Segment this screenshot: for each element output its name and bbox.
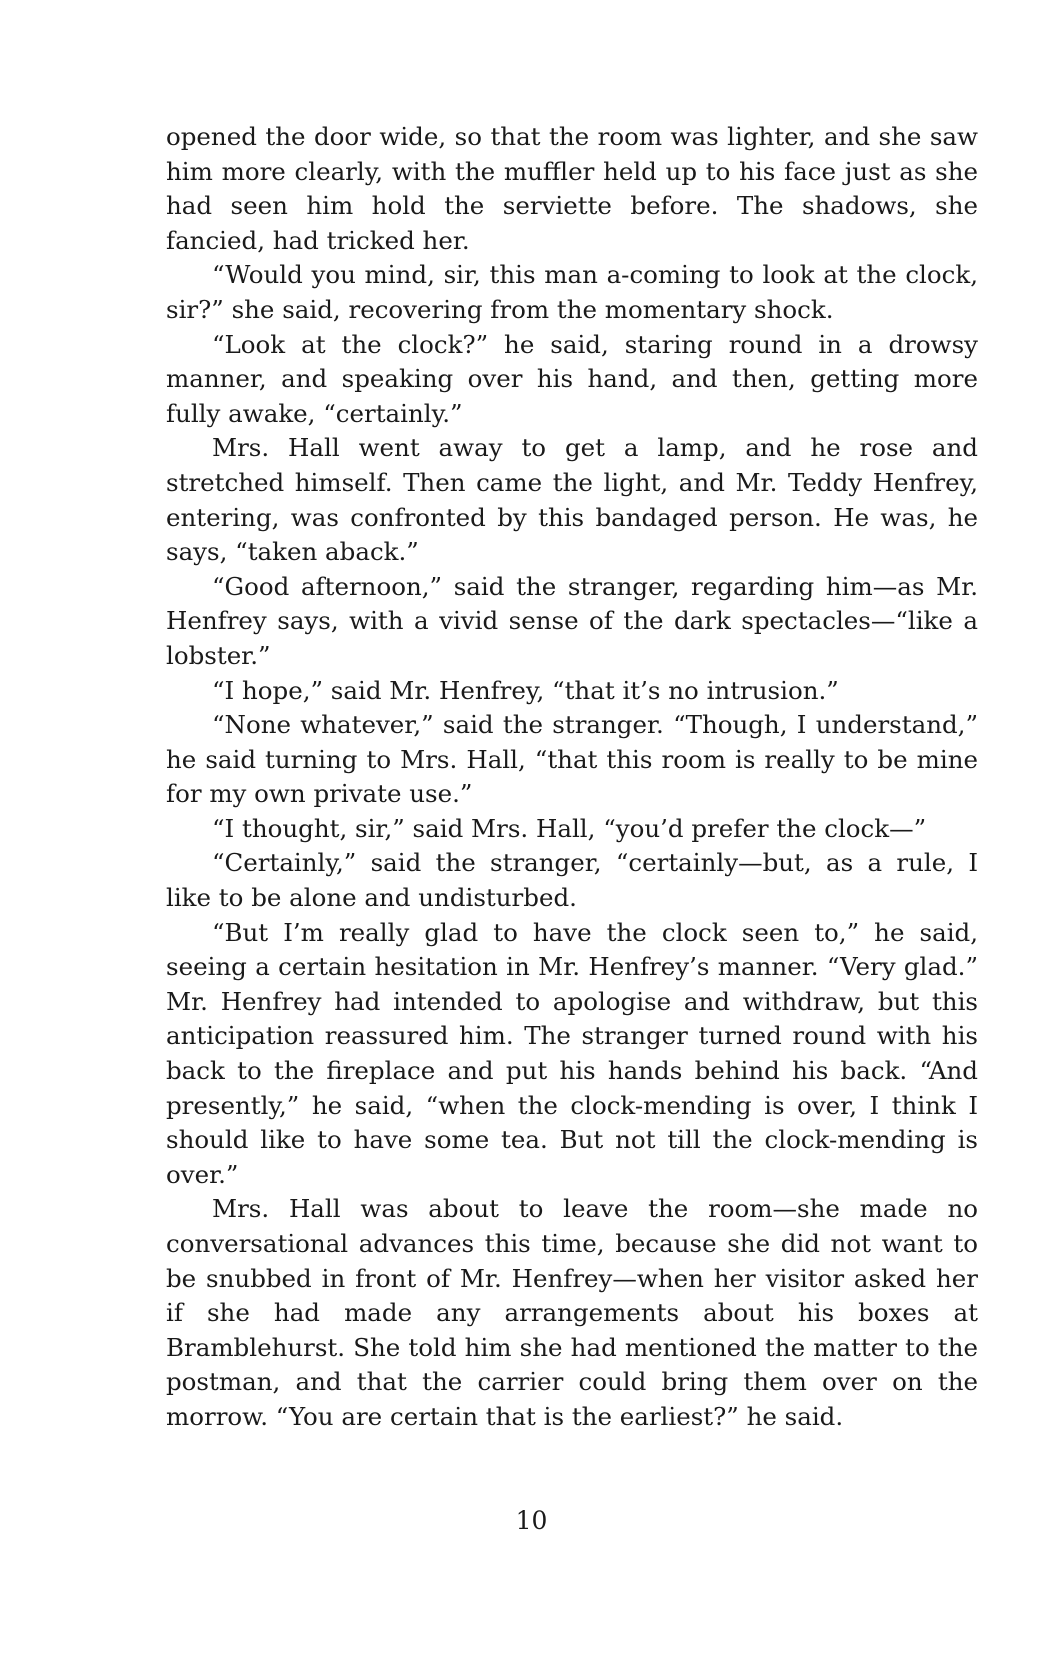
paragraph-8: “I thought, sir,” said Mrs. Hall, “you’d prefer the clock—” [212, 813, 927, 843]
paragraph-7: “None whatever,” said the stranger. “Though, I understand,” he said turning to Mrs. Hall, “that this room is really to be mine for my own private use.” [166, 710, 978, 809]
page-number: 10 [515, 1506, 548, 1535]
paragraph-1: opened the door wide, so that the room was lighter, and she saw him more clearly, with the muffler held up to his face just as she had seen him hold the serviette before. The shadows, she fancied, had tricked her. [166, 122, 978, 255]
paragraph-6: “I hope,” said Mr. Henfrey, “that it’s no intrusion.” [212, 675, 839, 705]
paragraph-3: “Look at the clock?” he said, staring round in a drowsy manner, and speaking over his hand, and then, getting more fully awake, “certainly.” [166, 329, 978, 428]
paragraph-4: Mrs. Hall went away to get a lamp, and he rose and stretched himself. Then came the light, and Mr. Teddy Henfrey, entering, was confronted by this bandaged person. He was, he says, “taken aback.” [166, 433, 978, 567]
paragraph-11: Mrs. Hall was about to leave the room—she made no conversational advances this time, because she did not want to be snubbed in front of Mr. Henfrey—when her visitor asked her if she had made any arrangements about his boxes at Bramblehurst. She told him she had mentioned the matter to the postman, and that the carrier could bring them over on the morrow. “You are certain that is the earliest?” he said. [166, 1194, 978, 1431]
paragraph-9: “Certainly,” said the stranger, “certainly—but, as a rule, I like to be alone and undisturbed. [166, 848, 978, 913]
body-text [166, 120, 978, 1435]
paragraph-10: “But I’m really glad to have the clock seen to,” he said, seeing a certain hesitation in Mr. Henfrey’s manner. “Very glad.” Mr. Henfrey had intended to apologise and withdraw, but this anticipation reassured him. The stranger turned round with his back to the fireplace and put his hands behind his back. “And presently,” he said, “when the clock-mending is over, I think I should like to have some tea. But not till the clock-mending is over.” [166, 917, 978, 1189]
paragraph-2: “Would you mind, sir, this man a-coming to look at the clock, sir?” she said, recovering from the momentary shock. [166, 260, 978, 324]
paragraph-5: “Good afternoon,” said the stranger, regarding him—as Mr. Henfrey says, with a vivid sense of the dark spectacles—“like a lobster.” [166, 571, 978, 670]
